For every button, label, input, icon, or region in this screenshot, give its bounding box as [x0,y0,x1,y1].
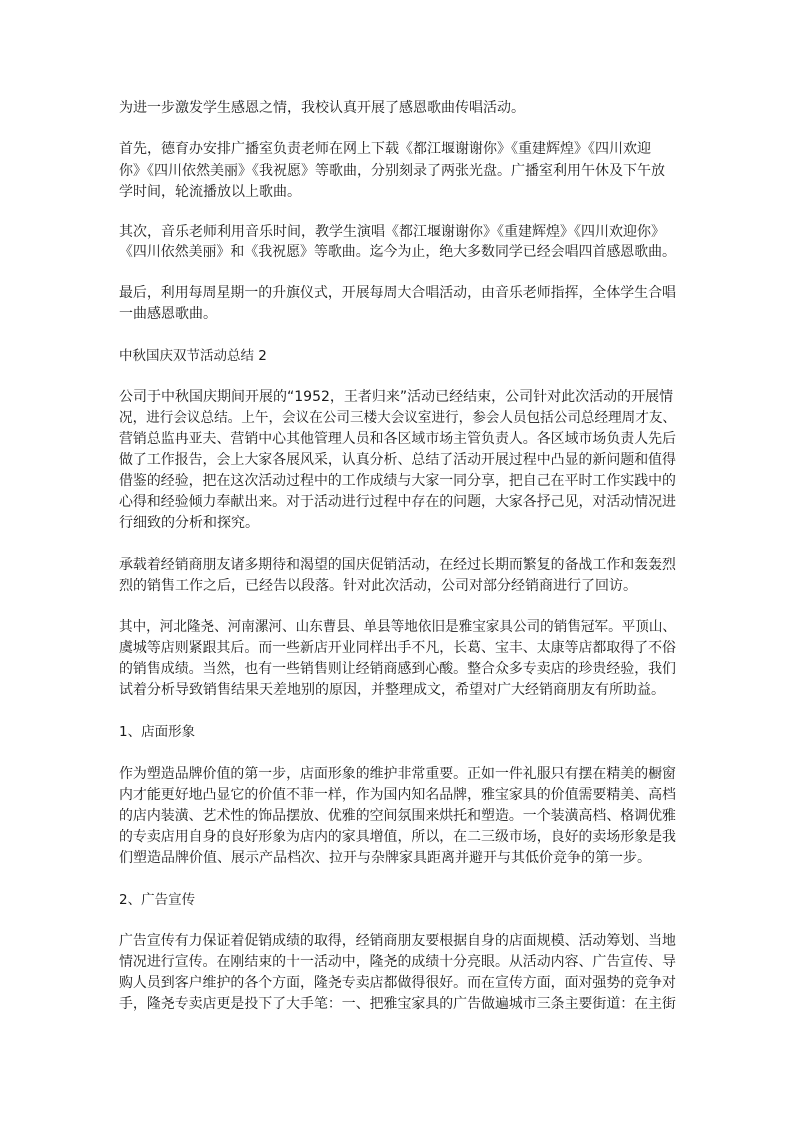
paragraph-line: 烈的销售工作之后，已经告以段落。针对此次活动，公司对部分经销商进行了回访。 [119,578,637,594]
paragraph-line: 内才能更好地凸显它的价值不菲一样，作为国内知名品牌，雅宝家具的价值需要精美、高档 [119,787,676,803]
paragraph-line: 的店内装潢、艺术性的饰品摆放、优雅的空间氛围来烘托和塑造。一个装潢高档、格调优雅 [119,808,676,824]
paragraph-line: 做了工作报告，会上大家各展风采，认真分析、总结了活动开展过程中凸显的新问题和值得 [119,452,676,468]
paragraph-line: 们塑造品牌价值、展示产品档次、拉开与杂牌家具距离并避开与其低价竞争的第一步。 [119,850,651,866]
section-heading: 1、店面形象 [119,724,196,740]
paragraph-line: 行细致的分析和探究。 [119,515,259,531]
paragraph-line: 况，进行会议总结。上午，会议在公司三楼大会议室进行，参会人员包括公司总经理周才友、 [119,410,677,426]
paragraph-line: 承载着经销商朋友诸多期待和渴望的国庆促销活动，在经过长期而繁复的备战工作和轰轰烈 [119,557,676,573]
paragraph-line: 作为塑造品牌价值的第一步，店面形象的维护非常重要。正如一件礼服只有摆在精美的橱窗 [119,766,676,782]
paragraph-line: 手，隆尧专卖店更是投下了大手笔：一、把雅宝家具的广告做遍城市三条主要街道：在主街 [119,996,676,1012]
paragraph-line: 最后，利用每周星期一的升旗仪式，开展每周大合唱活动，由音乐老师指挥，全体学生合唱 [119,285,676,301]
paragraph-line: 心得和经验倾力奉献出来。对于活动进行过程中存在的问题，大家各抒己见，对活动情况进 [119,494,676,510]
paragraph-line: 借鉴的经验，把在这次活动过程中的工作成绩与大家一同分享，把自己在平时工作实践中的 [119,473,676,489]
paragraph-line: 营销总监冉亚夫、营销中心其他管理人员和各区域市场主管负责人。各区域市场负责人先后 [119,431,676,447]
paragraph-line: 一曲感恩歌曲。 [119,306,217,322]
paragraph-line: 为进一步激发学生感恩之情，我校认真开展了感恩歌曲传唱活动。 [119,100,525,116]
paragraph-line: 虞城等店则紧跟其后。而一些新店开业同样出手不凡，长葛、宝丰、太康等店都取得了不俗 [119,640,676,656]
section-heading: 中秋国庆双节活动总结 2 [119,348,267,364]
paragraph-line: 试着分析导致销售结果天差地别的原因，并整理成文，希望对广大经销商朋友有所助益。 [119,682,665,698]
paragraph-line: 其中，河北隆尧、河南漯河、山东曹县、单县等地依旧是雅宝家具公司的销售冠军。平顶山、 [119,619,677,635]
paragraph-line: 的销售成绩。当然，也有一些销售则让经销商感到心酸。整合众多专卖店的珍贵经验，我们 [119,661,676,677]
section-heading: 2、广告宣传 [119,892,196,908]
paragraph-line: 其次，音乐老师利用音乐时间，教学生演唱《都江堰谢谢你》《重建辉煌》《四川欢迎你》 [119,224,665,240]
paragraph-line: 广告宣传有力保证着促销成绩的取得，经销商朋友要根据自身的店面规模、活动筹划、当地 [119,933,676,949]
paragraph-line: 《四川依然美丽》和《我祝愿》等歌曲。迄今为止，绝大多数同学已经会唱四首感恩歌曲。 [119,244,676,260]
paragraph-line: 的专卖店用自身的良好形象为店内的家具增值，所以，在二三级市场，良好的卖场形象是我 [119,829,676,845]
paragraph-line: 你》《四川依然美丽》《我祝愿》等歌曲，分别刻录了两张光盘。广播室利用午休及下午放 [119,163,665,179]
paragraph-line: 情况进行宣传。在刚结束的十一活动中，隆尧的成绩十分亮眼。从活动内容、广告宣传、导 [119,954,676,970]
paragraph-line: 首先，德育办安排广播室负责老师在网上下载《都江堰谢谢你》《重建辉煌》《四川欢迎 [119,141,651,157]
paragraph-line: 学时间，轮流播放以上歌曲。 [119,184,301,200]
paragraph-line: 公司于中秋国庆期间开展的“1952，王者归来”活动已经结束，公司针对此次活动的开展情 [119,389,674,405]
paragraph-line: 购人员到客户维护的各个方面，隆尧专卖店都做得很好。而在宣传方面，面对强势的竞争对 [119,975,676,991]
